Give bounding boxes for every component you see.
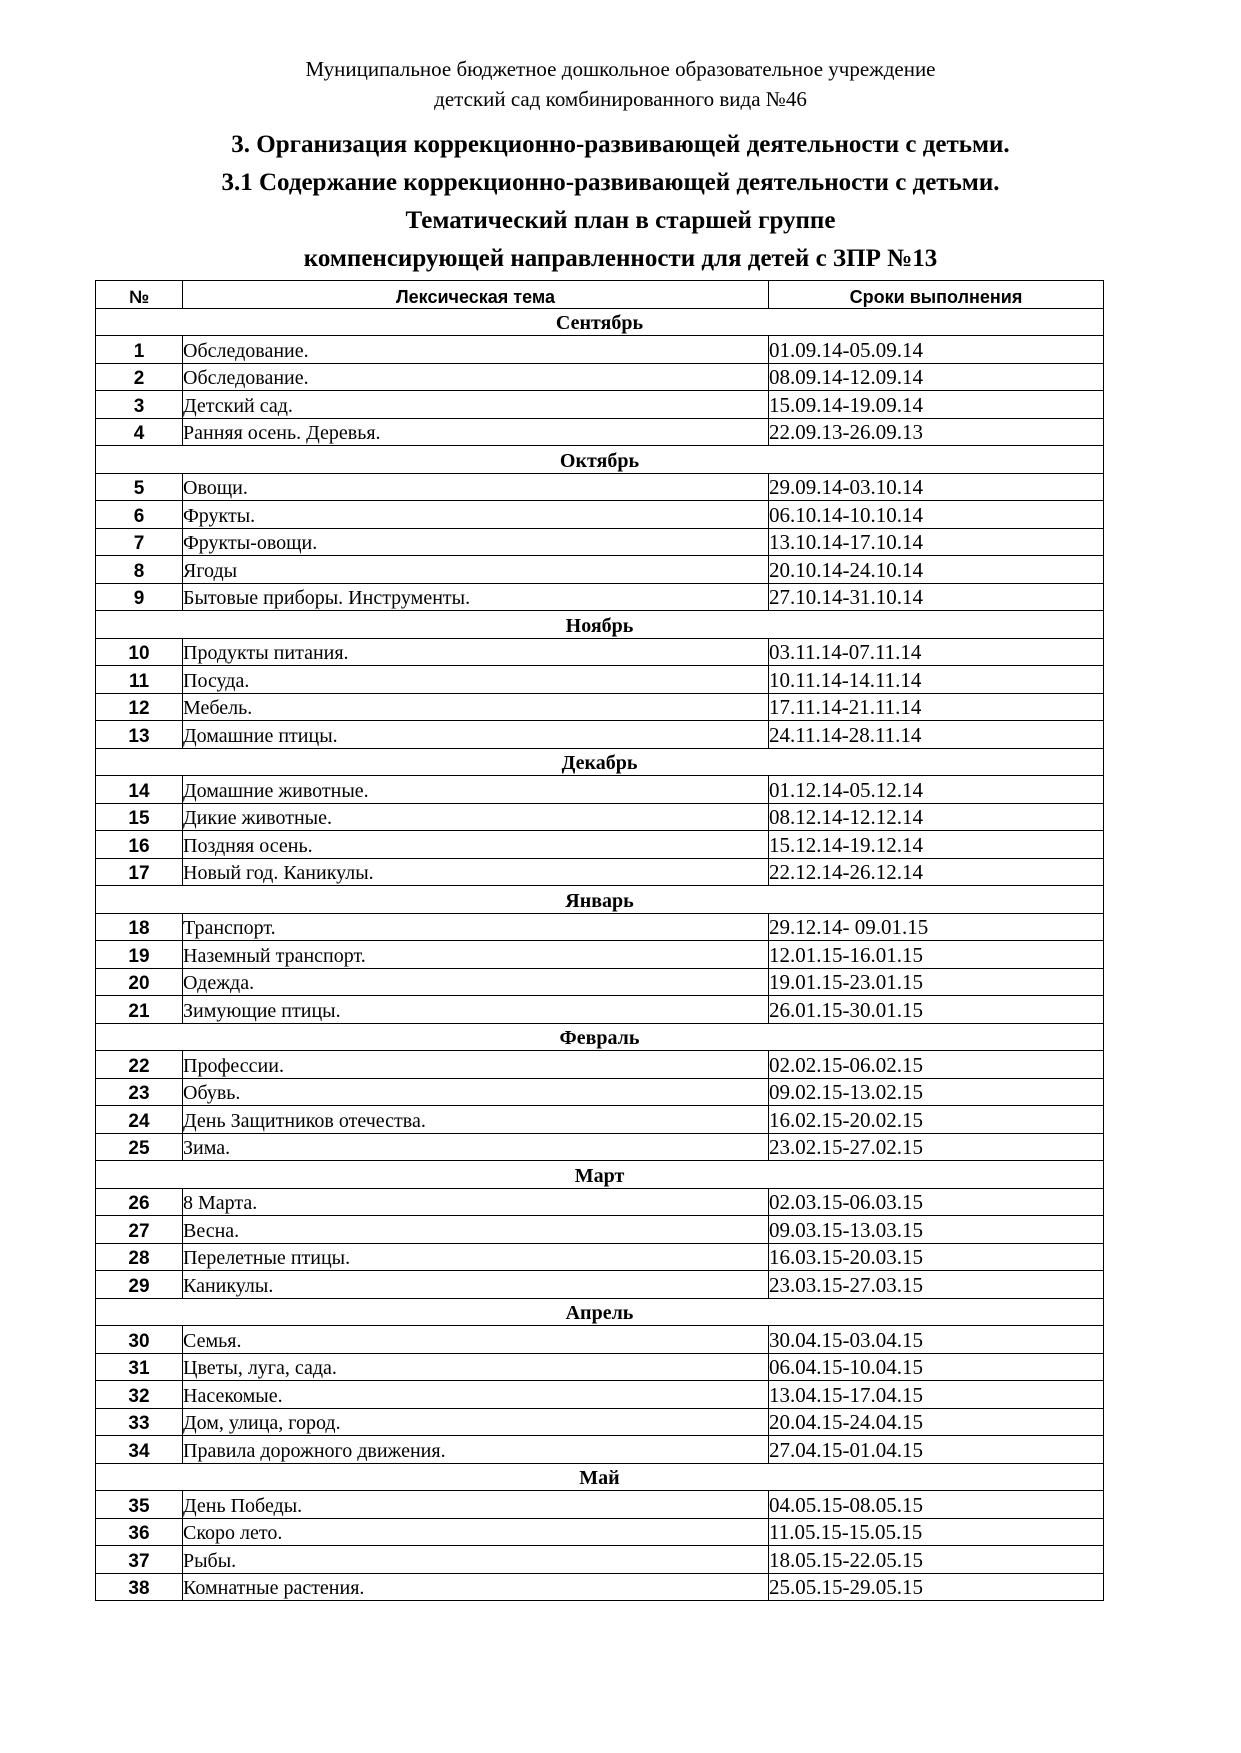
table-row [96,803,1104,831]
date-range: 13.04.15-17.04.15 [769,1381,1104,1409]
lexical-topic: Каникулы. [183,1271,769,1299]
date-range: 08.12.14-12.12.14 [769,803,1104,831]
date-range: 13.10.14-17.10.14 [769,528,1104,556]
date-range: 19.01.15-23.01.15 [769,968,1104,996]
row-number: 3 [96,391,183,419]
row-number: 12 [96,693,183,721]
subsection-title: 3.1 Содержание коррекционно-развивающей деятельности с детьми. [221,169,1000,196]
date-range: 09.03.15-13.03.15 [769,1216,1104,1244]
row-number: 27 [96,1216,183,1244]
row-number: 15 [96,803,183,831]
date-range: 18.05.15-22.05.15 [769,1546,1104,1574]
date-range: 26.01.15-30.01.15 [769,996,1104,1024]
column-header-dates: Сроки выполнения [769,281,1104,309]
row-number: 6 [96,501,183,529]
date-range: 10.11.14-14.11.14 [769,666,1104,694]
lexical-topic: Одежда. [183,968,769,996]
month-label: Февраль [96,1023,1104,1051]
row-number: 35 [96,1491,183,1519]
date-range: 06.04.15-10.04.15 [769,1353,1104,1381]
month-row [96,446,1104,474]
table-row [96,1188,1104,1216]
row-number: 20 [96,968,183,996]
date-range: 20.04.15-24.04.15 [769,1408,1104,1436]
lexical-topic: Домашние птицы. [183,721,769,749]
row-number: 11 [96,666,183,694]
month-label: Ноябрь [96,611,1104,639]
table-row [96,996,1104,1024]
month-label: Март [96,1161,1104,1189]
row-number: 9 [96,583,183,611]
table-row [96,1243,1104,1271]
lexical-topic: Профессии. [183,1051,769,1079]
month-row [96,1023,1104,1051]
lexical-topic: Правила дорожного движения. [183,1436,769,1464]
table-row [96,1106,1104,1134]
date-range: 16.03.15-20.03.15 [769,1243,1104,1271]
lexical-topic: Цветы, луга, сада. [183,1353,769,1381]
date-range: 22.12.14-26.12.14 [769,858,1104,886]
date-range: 15.12.14-19.12.14 [769,831,1104,859]
month-label: Январь [96,886,1104,914]
date-range: 29.09.14-03.10.14 [769,473,1104,501]
lexical-topic: День Защитников отечества. [183,1106,769,1134]
month-label: Сентябрь [96,308,1104,336]
month-row [96,308,1104,336]
month-label: Май [96,1463,1104,1491]
lexical-topic: Насекомые. [183,1381,769,1409]
row-number: 24 [96,1106,183,1134]
date-range: 20.10.14-24.10.14 [769,556,1104,584]
lexical-topic: Мебель. [183,693,769,721]
table-row [96,913,1104,941]
table-row [96,418,1104,446]
table-row [96,1353,1104,1381]
date-range: 06.10.14-10.10.14 [769,501,1104,529]
lexical-topic: Обследование. [183,363,769,391]
table-row [96,968,1104,996]
month-label: Октябрь [96,446,1104,474]
date-range: 02.02.15-06.02.15 [769,1051,1104,1079]
date-range: 29.12.14- 09.01.15 [769,913,1104,941]
lexical-topic: Посуда. [183,666,769,694]
lexical-topic: День Победы. [183,1491,769,1519]
table-row [96,1326,1104,1354]
table-row [96,1491,1104,1519]
month-row [96,1463,1104,1491]
table-row [96,391,1104,419]
table-row [96,831,1104,859]
table-row [96,1518,1104,1546]
date-range: 16.02.15-20.02.15 [769,1106,1104,1134]
row-number: 13 [96,721,183,749]
lexical-topic: Ягоды [183,556,769,584]
row-number: 17 [96,858,183,886]
table-row [96,1271,1104,1299]
lexical-topic: Новый год. Каникулы. [183,858,769,886]
table-row [96,1078,1104,1106]
date-range: 23.02.15-27.02.15 [769,1133,1104,1161]
table-row [96,583,1104,611]
row-number: 21 [96,996,183,1024]
table-row [96,1381,1104,1409]
lexical-topic: Обувь. [183,1078,769,1106]
lexical-topic: Дом, улица, город. [183,1408,769,1436]
row-number: 30 [96,1326,183,1354]
row-number: 26 [96,1188,183,1216]
row-number: 28 [96,1243,183,1271]
table-row [96,1436,1104,1464]
row-number: 10 [96,638,183,666]
row-number: 4 [96,418,183,446]
row-number: 29 [96,1271,183,1299]
lexical-topic: Зимующие птицы. [183,996,769,1024]
date-range: 27.04.15-01.04.15 [769,1436,1104,1464]
month-row [96,748,1104,776]
table-row [96,556,1104,584]
month-label: Декабрь [96,748,1104,776]
date-range: 03.11.14-07.11.14 [769,638,1104,666]
date-range: 12.01.15-16.01.15 [769,941,1104,969]
row-number: 37 [96,1546,183,1574]
institution-name-line1: Муниципальное бюджетное дошкольное образовательное учреждение [305,57,936,81]
column-header-number: № [96,281,183,309]
date-range: 02.03.15-06.03.15 [769,1188,1104,1216]
lexical-topic: Наземный транспорт. [183,941,769,969]
date-range: 25.05.15-29.05.15 [769,1573,1104,1601]
row-number: 32 [96,1381,183,1409]
table-row [96,363,1104,391]
row-number: 16 [96,831,183,859]
lexical-topic: Весна. [183,1216,769,1244]
thematic-plan-table [95,280,1104,1601]
lexical-topic: Перелетные птицы. [183,1243,769,1271]
lexical-topic: Транспорт. [183,913,769,941]
table-row [96,858,1104,886]
table-row [96,666,1104,694]
table-row [96,473,1104,501]
row-number: 31 [96,1353,183,1381]
date-range: 01.12.14-05.12.14 [769,776,1104,804]
table-row [96,776,1104,804]
table-row [96,1216,1104,1244]
date-range: 08.09.14-12.09.14 [769,363,1104,391]
month-row [96,611,1104,639]
table-row [96,638,1104,666]
date-range: 01.09.14-05.09.14 [769,336,1104,364]
date-range: 30.04.15-03.04.15 [769,1326,1104,1354]
table-row [96,721,1104,749]
table-row [96,1133,1104,1161]
date-range: 24.11.14-28.11.14 [769,721,1104,749]
row-number: 25 [96,1133,183,1161]
lexical-topic: Дикие животные. [183,803,769,831]
row-number: 7 [96,528,183,556]
date-range: 17.11.14-21.11.14 [769,693,1104,721]
row-number: 18 [96,913,183,941]
lexical-topic: Скоро лето. [183,1518,769,1546]
lexical-topic: Обследование. [183,336,769,364]
row-number: 22 [96,1051,183,1079]
row-number: 2 [96,363,183,391]
row-number: 19 [96,941,183,969]
date-range: 27.10.14-31.10.14 [769,583,1104,611]
table-header-row [96,281,1104,309]
lexical-topic: Фрукты. [183,501,769,529]
section-title: 3. Организация коррекционно-развивающей деятельности с детьми. [231,131,1010,158]
lexical-topic: Овощи. [183,473,769,501]
date-range: 09.02.15-13.02.15 [769,1078,1104,1106]
lexical-topic: Ранняя осень. Деревья. [183,418,769,446]
lexical-topic: Фрукты-овощи. [183,528,769,556]
row-number: 36 [96,1518,183,1546]
table-row [96,528,1104,556]
lexical-topic: Комнатные растения. [183,1573,769,1601]
table-row [96,336,1104,364]
row-number: 23 [96,1078,183,1106]
month-row [96,886,1104,914]
table-row [96,1051,1104,1079]
table-row [96,1408,1104,1436]
plan-title-line1: Тематический план в старшей группе [405,207,836,234]
plan-title-line2: компенсирующей направленности для детей с ЗПР №13 [303,245,938,272]
lexical-topic: Поздняя осень. [183,831,769,859]
lexical-topic: Домашние животные. [183,776,769,804]
month-row [96,1298,1104,1326]
table-row [96,501,1104,529]
row-number: 38 [96,1573,183,1601]
table-row [96,1546,1104,1574]
month-row [96,1161,1104,1189]
date-range: 22.09.13-26.09.13 [769,418,1104,446]
row-number: 34 [96,1436,183,1464]
lexical-topic: Зима. [183,1133,769,1161]
lexical-topic: Рыбы. [183,1546,769,1574]
table-body [96,308,1104,1601]
row-number: 14 [96,776,183,804]
lexical-topic: Бытовые приборы. Инструменты. [183,583,769,611]
lexical-topic: Продукты питания. [183,638,769,666]
lexical-topic: Детский сад. [183,391,769,419]
row-number: 1 [96,336,183,364]
lexical-topic: Семья. [183,1326,769,1354]
institution-name-line2: детский сад комбинированного вида №46 [434,87,807,111]
date-range: 23.03.15-27.03.15 [769,1271,1104,1299]
table-row [96,941,1104,969]
column-header-topic: Лексическая тема [183,281,769,309]
table-row [96,693,1104,721]
row-number: 8 [96,556,183,584]
month-label: Апрель [96,1298,1104,1326]
row-number: 33 [96,1408,183,1436]
row-number: 5 [96,473,183,501]
lexical-topic: 8 Марта. [183,1188,769,1216]
date-range: 04.05.15-08.05.15 [769,1491,1104,1519]
table-row [96,1573,1104,1601]
date-range: 11.05.15-15.05.15 [769,1518,1104,1546]
date-range: 15.09.14-19.09.14 [769,391,1104,419]
